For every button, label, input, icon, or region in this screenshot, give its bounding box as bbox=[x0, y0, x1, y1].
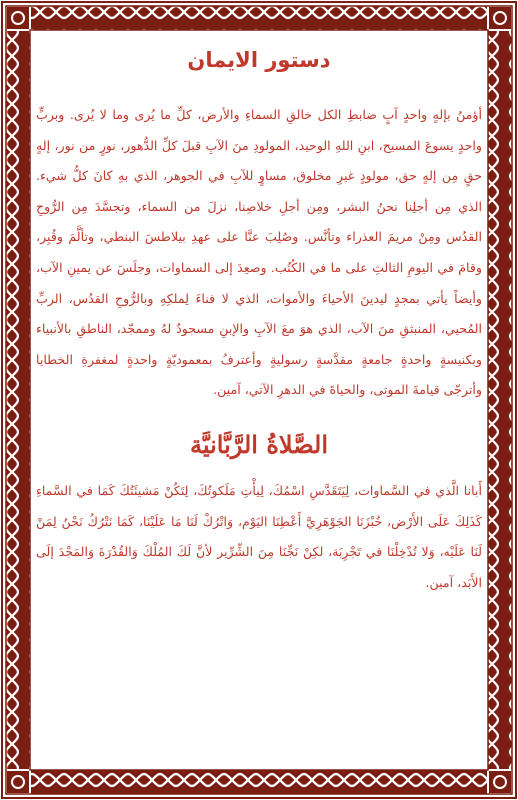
prayer-title: الصَّلاةُ الرَّبَّانيَّة bbox=[189, 429, 329, 459]
text-content bbox=[34, 34, 484, 766]
creed-title: دستور الايمان bbox=[187, 48, 331, 72]
prayer-text: أَبانا الَّذي في السَّماوات، لِيَتَقَدَّسِ اسْمُكَ، لِيأْتِ مَلَكوتُكَ، لِتَكُنْ مَشيئَتُكَ كَمَا في السَّماءِ كَذَلِكَ عَلَى الأَرْض، خُبْزَنَا الجَوْهَرِيَّ أَعْطِنَا اليَوْم، وَاتْرُكْ لَنَا مَا عَلَيْنَا، كَمَا نَتْرُكُ نَحْنُ لِمَنْ لَنَا عَلَيْه، وَلا تُدْخِلْنَا في تَجْرِبَة، لكِنْ نَجِّنَا مِنَ الشِّرِّير لأنَّ لَكَ المُلْكَ وَالقُدْرَةَ وَالمَجْدَ إلَى الأَبَد، آمين. bbox=[36, 482, 482, 590]
creed-text: أؤمنُ بإلهٍ واحدٍ آبٍ ضابطِ الكل خالقِ السماءِ والأرض، كلِّ ما يُرى وما لا يُرى. وبربٍّ واحدٍ يسوعَ المسيح، ابنِ اللهِ الوحيد، المولودِ منَ الآبِ قبلَ كلِّ الدُّهور، نورٍ من نور، إلهٍ حقٍ مِن إلهٍ حق، مولودٍ غيرِ مخلوق، مساوٍ للآبِ في الجوهر، الذي بهِ كانَ كلُّ شيء. الذي مِن أجلِنا نحنُ البشر، ومِن أجلِ خلاصِنا، نزلَ من السماء، وتجسَّدَ مِن الرُّوحِ القدُس ومِنْ مريمَ العذراء وتأنَّس. وصُلِبَ عنَّا على عهدِ بيلاطسَ البنطي، وتألَّمَ وقُبِر، وقامَ في اليومِ الثالثِ على ما في الكُتُب. وصعِدَ إلى السماوات، وجلَسَ عن يمينِ الآب، وأيضاً يأتي بمجدٍ ليدينَ الأحياءَ والأموات، الذي لا فناءَ لِملكِهِ وبالرُّوحِ القدُس، الربِّ المُحيي، المنبثقِ منَ الآب، الذي هوَ معَ الآبِ والإبنِ مسجودٌ لهُ وممجّد، الناطقِ بالأنبياء وبكنيسةٍ واحدةٍ جامعةٍ مقدَّسةٍ رسوليةٍ وأعترفُ بمعموديّةٍ واحدةٍ لمغفرةِ الخطايا وأترجّى قيامةَ الموتى، والحياةَ في الدهرِ الآتي، آمين. bbox=[36, 107, 482, 398]
